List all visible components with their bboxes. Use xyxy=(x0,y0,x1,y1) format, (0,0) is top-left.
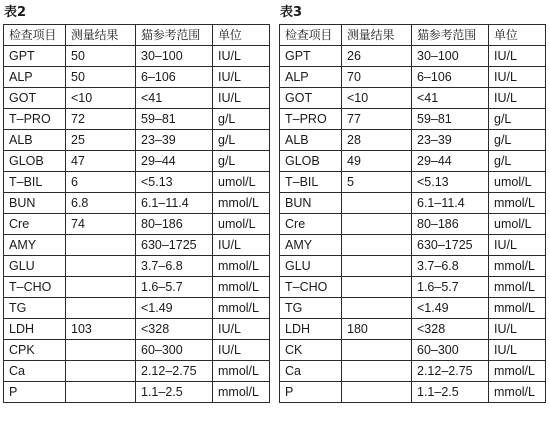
table-2-panel xyxy=(3,4,270,403)
unit-cell: mmol/L xyxy=(213,382,270,403)
range-cell: 30–100 xyxy=(412,46,489,67)
table-row xyxy=(4,235,270,256)
result-cell: <10 xyxy=(342,88,412,109)
unit-cell: mmol/L xyxy=(489,277,546,298)
result-cell: 49 xyxy=(342,151,412,172)
table-row xyxy=(4,193,270,214)
unit-cell: IU/L xyxy=(213,46,270,67)
unit-cell: IU/L xyxy=(489,88,546,109)
table-row xyxy=(4,340,270,361)
result-cell: 28 xyxy=(342,130,412,151)
result-cell: 47 xyxy=(66,151,136,172)
result-cell: 70 xyxy=(342,67,412,88)
header-unit: 单位 xyxy=(213,25,270,46)
unit-cell: IU/L xyxy=(213,235,270,256)
range-cell: <41 xyxy=(412,88,489,109)
result-cell xyxy=(66,235,136,256)
unit-cell: g/L xyxy=(213,109,270,130)
range-cell: 59–81 xyxy=(136,109,213,130)
item-cell: GLOB xyxy=(4,151,66,172)
item-cell: BUN xyxy=(4,193,66,214)
range-cell: 1.6–5.7 xyxy=(136,277,213,298)
item-cell: GLU xyxy=(4,256,66,277)
unit-cell: mmol/L xyxy=(489,193,546,214)
table-row xyxy=(280,256,546,277)
table-row xyxy=(4,214,270,235)
unit-cell: umol/L xyxy=(213,172,270,193)
unit-cell: IU/L xyxy=(213,88,270,109)
table-3-panel xyxy=(279,4,546,403)
table-row xyxy=(280,109,546,130)
header-row xyxy=(4,25,270,46)
table-row xyxy=(280,172,546,193)
unit-cell: umol/L xyxy=(489,172,546,193)
range-cell: 1.1–2.5 xyxy=(136,382,213,403)
unit-cell: IU/L xyxy=(489,46,546,67)
range-cell: 1.6–5.7 xyxy=(412,277,489,298)
table-row xyxy=(4,256,270,277)
table-row xyxy=(280,361,546,382)
lab-results-table xyxy=(3,24,270,403)
unit-cell: mmol/L xyxy=(489,361,546,382)
result-cell xyxy=(342,256,412,277)
item-cell: AMY xyxy=(4,235,66,256)
table-row xyxy=(280,130,546,151)
item-cell: Cre xyxy=(280,214,342,235)
unit-cell: mmol/L xyxy=(489,256,546,277)
range-cell: 1.1–2.5 xyxy=(412,382,489,403)
result-cell: <10 xyxy=(66,88,136,109)
unit-cell: mmol/L xyxy=(213,277,270,298)
unit-cell: IU/L xyxy=(489,340,546,361)
table-row xyxy=(280,214,546,235)
item-cell: T–CHO xyxy=(4,277,66,298)
result-cell: 72 xyxy=(66,109,136,130)
range-cell: 23–39 xyxy=(412,130,489,151)
unit-cell: IU/L xyxy=(213,340,270,361)
item-cell: P xyxy=(4,382,66,403)
unit-cell: g/L xyxy=(489,151,546,172)
result-cell xyxy=(342,277,412,298)
table-row xyxy=(4,46,270,67)
table-row xyxy=(280,298,546,319)
item-cell: GPT xyxy=(4,46,66,67)
header-range: 猫参考范围 xyxy=(412,25,489,46)
range-cell: <1.49 xyxy=(412,298,489,319)
result-cell xyxy=(66,382,136,403)
unit-cell: umol/L xyxy=(489,214,546,235)
header-range: 猫参考范围 xyxy=(136,25,213,46)
range-cell: 2.12–2.75 xyxy=(136,361,213,382)
table-row xyxy=(280,88,546,109)
item-cell: GOT xyxy=(280,88,342,109)
table-row xyxy=(280,340,546,361)
table-row xyxy=(280,277,546,298)
unit-cell: g/L xyxy=(489,109,546,130)
unit-cell: mmol/L xyxy=(489,382,546,403)
range-cell: 2.12–2.75 xyxy=(412,361,489,382)
range-cell: 29–44 xyxy=(412,151,489,172)
table-row xyxy=(280,151,546,172)
result-cell xyxy=(66,298,136,319)
item-cell: P xyxy=(280,382,342,403)
item-cell: ALB xyxy=(4,130,66,151)
item-cell: BUN xyxy=(280,193,342,214)
range-cell: <41 xyxy=(136,88,213,109)
result-cell: 180 xyxy=(342,319,412,340)
result-cell xyxy=(342,298,412,319)
unit-cell: mmol/L xyxy=(213,298,270,319)
unit-cell: g/L xyxy=(489,130,546,151)
item-cell: T–PRO xyxy=(4,109,66,130)
item-cell: LDH xyxy=(4,319,66,340)
table-row xyxy=(280,235,546,256)
result-cell: 6 xyxy=(66,172,136,193)
table-row xyxy=(4,361,270,382)
range-cell: 29–44 xyxy=(136,151,213,172)
result-cell: 26 xyxy=(342,46,412,67)
table-caption: 表3 xyxy=(280,5,303,20)
result-cell: 5 xyxy=(342,172,412,193)
item-cell: Ca xyxy=(280,361,342,382)
item-cell: GLU xyxy=(280,256,342,277)
result-cell xyxy=(66,361,136,382)
item-cell: TG xyxy=(280,298,342,319)
table-row xyxy=(4,277,270,298)
range-cell: 3.7–6.8 xyxy=(136,256,213,277)
unit-cell: IU/L xyxy=(489,319,546,340)
unit-cell: mmol/L xyxy=(213,361,270,382)
item-cell: GLOB xyxy=(280,151,342,172)
result-cell: 77 xyxy=(342,109,412,130)
header-item: 检查项目 xyxy=(4,25,66,46)
item-cell: Ca xyxy=(4,361,66,382)
range-cell: <5.13 xyxy=(412,172,489,193)
table-row xyxy=(280,46,546,67)
item-cell: GPT xyxy=(280,46,342,67)
item-cell: ALB xyxy=(280,130,342,151)
result-cell xyxy=(342,340,412,361)
table-row xyxy=(4,151,270,172)
item-cell: TG xyxy=(4,298,66,319)
item-cell: ALP xyxy=(4,67,66,88)
range-cell: 80–186 xyxy=(136,214,213,235)
table-row xyxy=(4,382,270,403)
result-cell xyxy=(66,277,136,298)
table-row xyxy=(280,382,546,403)
header-unit: 单位 xyxy=(489,25,546,46)
result-cell: 50 xyxy=(66,46,136,67)
header-result: 测量结果 xyxy=(342,25,412,46)
range-cell: 30–100 xyxy=(136,46,213,67)
range-cell: 23–39 xyxy=(136,130,213,151)
unit-cell: IU/L xyxy=(489,235,546,256)
item-cell: AMY xyxy=(280,235,342,256)
result-cell xyxy=(342,361,412,382)
range-cell: 60–300 xyxy=(136,340,213,361)
table-row xyxy=(4,319,270,340)
range-cell: <1.49 xyxy=(136,298,213,319)
item-cell: T–PRO xyxy=(280,109,342,130)
header-row xyxy=(280,25,546,46)
result-cell xyxy=(66,256,136,277)
lab-results-table xyxy=(279,24,546,403)
item-cell: GOT xyxy=(4,88,66,109)
table-row xyxy=(280,193,546,214)
table-row xyxy=(4,172,270,193)
range-cell: <328 xyxy=(136,319,213,340)
table-row xyxy=(4,130,270,151)
unit-cell: IU/L xyxy=(489,67,546,88)
item-cell: ALP xyxy=(280,67,342,88)
range-cell: 59–81 xyxy=(412,109,489,130)
unit-cell: g/L xyxy=(213,151,270,172)
unit-cell: mmol/L xyxy=(213,193,270,214)
unit-cell: g/L xyxy=(213,130,270,151)
header-item: 检查项目 xyxy=(280,25,342,46)
item-cell: CPK xyxy=(4,340,66,361)
table-row xyxy=(280,319,546,340)
unit-cell: umol/L xyxy=(213,214,270,235)
table-row xyxy=(280,67,546,88)
unit-cell: IU/L xyxy=(213,67,270,88)
item-cell: T–CHO xyxy=(280,277,342,298)
table-row xyxy=(4,109,270,130)
range-cell: 6–106 xyxy=(136,67,213,88)
unit-cell: mmol/L xyxy=(213,256,270,277)
result-cell xyxy=(342,382,412,403)
range-cell: 80–186 xyxy=(412,214,489,235)
range-cell: 6–106 xyxy=(412,67,489,88)
table-row xyxy=(4,67,270,88)
result-cell xyxy=(342,235,412,256)
result-cell: 25 xyxy=(66,130,136,151)
item-cell: T–BIL xyxy=(280,172,342,193)
range-cell: 3.7–6.8 xyxy=(412,256,489,277)
table-row xyxy=(4,298,270,319)
range-cell: 60–300 xyxy=(412,340,489,361)
item-cell: CK xyxy=(280,340,342,361)
result-cell xyxy=(342,214,412,235)
header-result: 测量结果 xyxy=(66,25,136,46)
range-cell: 630–1725 xyxy=(136,235,213,256)
item-cell: T–BIL xyxy=(4,172,66,193)
range-cell: <5.13 xyxy=(136,172,213,193)
unit-cell: mmol/L xyxy=(489,298,546,319)
range-cell: 630–1725 xyxy=(412,235,489,256)
result-cell xyxy=(342,193,412,214)
table-row xyxy=(4,88,270,109)
result-cell: 50 xyxy=(66,67,136,88)
result-cell: 6.8 xyxy=(66,193,136,214)
result-cell: 103 xyxy=(66,319,136,340)
range-cell: 6.1–11.4 xyxy=(412,193,489,214)
range-cell: <328 xyxy=(412,319,489,340)
result-cell xyxy=(66,340,136,361)
table-caption: 表2 xyxy=(4,5,27,20)
item-cell: LDH xyxy=(280,319,342,340)
unit-cell: IU/L xyxy=(213,319,270,340)
range-cell: 6.1–11.4 xyxy=(136,193,213,214)
item-cell: Cre xyxy=(4,214,66,235)
result-cell: 74 xyxy=(66,214,136,235)
